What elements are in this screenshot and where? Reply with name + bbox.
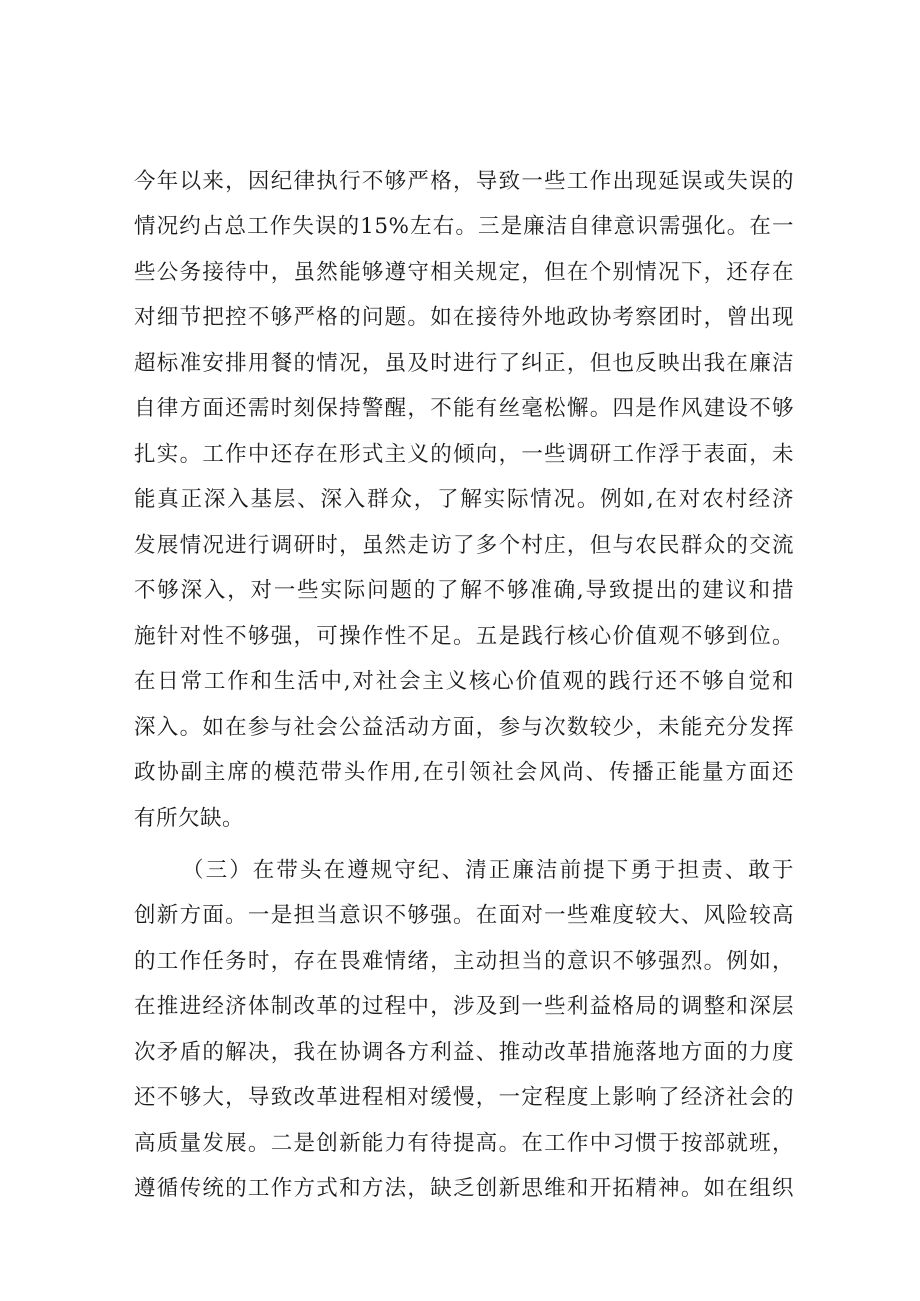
text-line: 情况约占总工作失误的15%左右。三是廉洁自律意识需强化。在一 [134, 214, 794, 239]
text-line: 能真正深入基层、深入群众，了解实际情况。例如,在对农村经济 [134, 487, 794, 512]
text-line: 高质量发展。二是创新能力有待提高。在工作中习惯于按部就班， [134, 1131, 794, 1156]
text-line: 超标准安排用餐的情况，虽及时进行了纠正，但也反映出我在廉洁 [134, 351, 794, 376]
text-line: 施针对性不够强，可操作性不足。五是践行核心价值观不够到位。 [134, 624, 794, 649]
text-line: 在推进经济体制改革的过程中，涉及到一些利益格局的调整和深层 [134, 994, 794, 1019]
text-line: 发展情况进行调研时，虽然走访了多个村庄，但与农民群众的交流 [134, 533, 794, 558]
text-line: 次矛盾的解决，我在协调各方利益、推动改革措施落地方面的力度 [134, 1040, 794, 1065]
text-line: 深入。如在参与社会公益活动方面，参与次数较少，未能充分发挥 [134, 715, 794, 740]
text-line: 在日常工作和生活中,对社会主义核心价值观的践行还不够自觉和 [134, 669, 794, 694]
text-line: 扎实。工作中还存在形式主义的倾向，一些调研工作浮于表面，未 [134, 442, 794, 467]
text-line: 不够深入，对一些实际问题的了解不够准确,导致提出的建议和措 [134, 578, 794, 603]
text-line: 的工作任务时，存在畏难情绪，主动担当的意识不够强烈。例如， [134, 949, 794, 974]
text-line: 今年以来，因纪律执行不够严格，导致一些工作出现延误或失误的 [134, 169, 794, 194]
text-line: 对细节把控不够严格的问题。如在接待外地政协考察团时，曾出现 [134, 305, 794, 330]
text-line: 些公务接待中，虽然能够遵守相关规定，但在个别情况下，还存在 [134, 260, 794, 285]
text-line: 创新方面。一是担当意识不够强。在面对一些难度较大、风险较高 [134, 903, 794, 928]
text-line: 自律方面还需时刻保持警醒，不能有丝毫松懈。四是作风建设不够 [134, 396, 794, 421]
text-line: 有所欠缺。 [134, 806, 245, 831]
text-line: 政协副主席的模范带头作用,在引领社会风尚、传播正能量方面还 [134, 760, 794, 785]
section-heading-line: （三）在带头在遵规守纪、清正廉洁前提下勇于担责、敢于 [182, 858, 794, 883]
text-line: 遵循传统的工作方式和方法，缺乏创新思维和开拓精神。如在组织 [134, 1176, 794, 1201]
text-line: 还不够大，导致改革进程相对缓慢，一定程度上影响了经济社会的 [134, 1085, 794, 1110]
